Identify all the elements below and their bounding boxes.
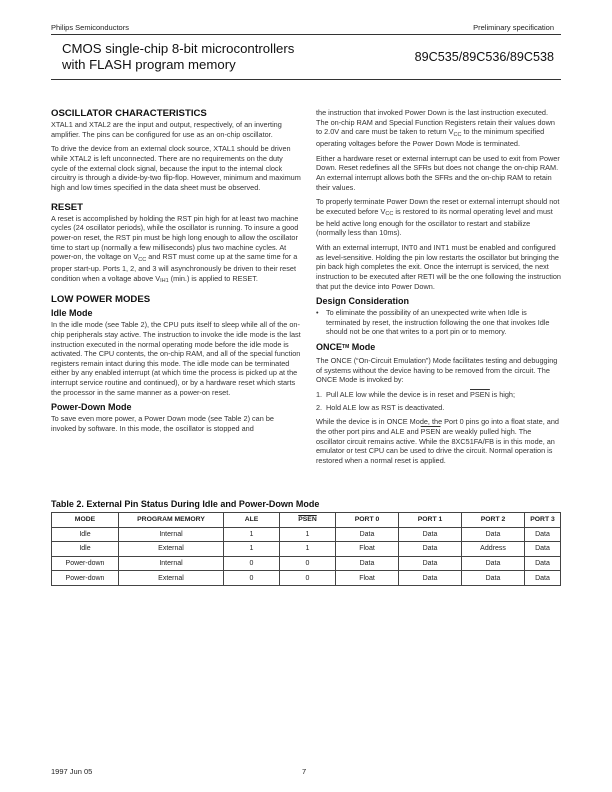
table-cell: Data [399,571,462,586]
col-header-port3: PORT 3 [525,513,561,528]
oscillator-paragraph-2: To drive the device from an external clock source, XTAL1 should be driven while XTAL2 is left unconnected. There are no requirements on the duty cycle of the external clock signal, because the input to the internal clock circuitry is through a divide-by-two flip-flop. However, minimum and maximum high and low times specified in the data sheet must be observed. [51,144,301,192]
col-header-ale: ALE [224,513,280,528]
table-row [52,571,561,586]
document-status: Preliminary specification [473,23,554,32]
reset-heading: RESET [51,201,83,213]
part-number: 89C535/89C536/89C538 [414,50,554,64]
design-consideration-heading: Design Consideration [316,296,410,307]
table-cell: Power-down [52,571,119,586]
table-cell: Float [336,571,399,586]
once-mode-heading: ONCE™ Mode [316,342,376,353]
right-column [316,108,561,471]
table-cell: Data [336,556,399,571]
table-cell: Data [399,527,462,542]
external-interrupt-paragraph: With an external interrupt, INT0 and INT1 must be enabled and configured as level-sensitive. Holding the pin low restarts the oscillator but bringing the pin back high completes the exit. Once the interrupt is serviced, the next instruction to be executed after RETI will be the one following the instruction that put the device into Power Down. [316,242,561,291]
idle-mode-paragraph: In the idle mode (see Table 2), the CPU puts itself to sleep while all of the on-chip peripherals stay active. The instruction to invoke the idle mode is the last instruction executed in the normal operating mode before the idle mode is activated. The CPU contents, the on-chip RAM, and all of the special function registers remain intact during this mode. The idle mode can be terminated either by any enabled interrupt (at which time the process is picked up at the interrupt service routine and continued), or by a hardware reset which starts the processor in the same manner as a power-on reset. [51,320,301,397]
exit-power-down-paragraph: Either a hardware reset or external interrupt can be used to exit from Power Down. Reset redefines all the SFRs but does not change the on-chip RAM. An external interrupt allows both the SFRs and the on-chip RAM to retain their values. [316,153,560,192]
once-list-item-1: 1. Pull ALE low while the device is in reset and PSEN is high; [316,390,516,400]
table-cell: 0 [224,556,280,571]
terminate-power-down-paragraph: To properly terminate Power Down the reset or external interrupt should not be executed before $V_{CC}$ is restored to its normal operating level and must be held active long enough for the oscillator to restart and stabilize (normally less than 10ms). [316,197,560,238]
col-header-port2: PORT 2 [462,513,525,528]
power-down-paragraph: To save even more power, a Power Down mode (see Table 2) can be invoked by software. In this mode, the oscillator is stopped and [51,414,274,434]
table-cell: Address [462,542,525,557]
table-cell: 1 [224,527,280,542]
col-header-port0: PORT 0 [336,513,399,528]
title-line-2: with FLASH program memory [62,56,236,72]
table-row [52,556,561,571]
table-cell: 1 [280,542,336,557]
table-cell: Idle [52,527,119,542]
oscillator-heading: OSCILLATOR CHARACTERISTICS [51,108,207,119]
header-rule-bottom [51,79,561,80]
table-cell: Data [399,556,462,571]
table-cell: Power-down [52,556,119,571]
idle-mode-heading: Idle Mode [51,308,93,319]
design-bullet-text: To eliminate the possibility of an unexpected write when Idle is terminated by reset, the instruction following the one that invokes Idle should not be one that writes to a port pin or to memory. [326,308,550,337]
table-cell: Data [462,556,525,571]
pin-status-table [51,512,561,586]
table-row [52,542,561,557]
table-cell: Data [525,556,561,571]
table-row [52,527,561,542]
table-cell: Data [399,542,462,557]
table-cell: Data [525,542,561,557]
reset-paragraph: A reset is accomplished by holding the RST pin high for at least two machine cycles (24 oscillator periods), while the oscillator is running. To insure a good power-on reset, the RST pin must be high long enough to allow the oscillator time to start up (normally a few milliseconds) plus two machine cycles. At power-on, the voltage on $V_{CC}$ and RST must come up at the same time for a proper start-up. Ports 1, 2, and 3 will asynchronously be driven to their reset condition when a voltage above $V_{IH1}$ (min.) is applied to RESET. [51,213,299,285]
table-cell: Data [525,527,561,542]
table-cell: Data [462,527,525,542]
table-cell: 0 [280,556,336,571]
col-header-program-memory: PROGRAM MEMORY [119,513,224,528]
left-column [51,108,301,439]
table-header-row [52,513,561,528]
once-list-item-2: 2. Hold ALE low as RST is deactivated. [316,402,445,412]
title-line-1: CMOS single-chip 8-bit microcontrollers [62,41,295,56]
table-cell: 0 [280,571,336,586]
power-down-heading: Power-Down Mode [51,402,132,413]
table-cell: Idle [52,542,119,557]
page-number: 7 [302,767,307,776]
footer-date: 1997 Jun 05 [51,767,93,776]
oscillator-paragraph-1: XTAL1 and XTAL2 are the input and output, respectively, of an inverting amplifier. The pins can be configured for use as an on-chip oscillator. [51,120,282,139]
table-cell: Internal [119,556,224,571]
table-cell: Data [336,527,399,542]
table-cell: Data [462,571,525,586]
table-cell: External [119,542,224,557]
low-power-heading: LOW POWER MODES [51,294,151,306]
company-name: Philips Semiconductors [51,23,129,32]
once-paragraph-2: While the device is in ONCE Mode, the Port 0 pins go into a float state, and the other port pins and ALE and PSEN are weakly pulled high. The oscillator circuit remains active. While the 8XC51FA/FB is in this mode, an emulator or test CPU can be used to drive the circuit. Normal operation is restored when a normal reset is applied. [316,417,559,466]
col-header-psen: PSEN [280,513,336,528]
table-cell: 0 [224,571,280,586]
table-cell: Internal [119,527,224,542]
header-rule-top [51,34,561,35]
table-cell: 1 [280,527,336,542]
design-bullet-item [316,308,561,337]
table-cell: External [119,571,224,586]
table-cell: Data [525,571,561,586]
table-title: Table 2. External Pin Status During Idle and Power-Down Mode [51,499,320,509]
col-header-port1: PORT 1 [399,513,462,528]
table-cell: 1 [224,542,280,557]
power-down-continued-paragraph: the instruction that invoked Power Down is the last instruction executed. The on-chip RAM and Special Function Registers retain their values down to 2.0V and care must be taken to return $V_{CC}$ to the minimum specified operating voltages before the Power Down Mode is terminated. [316,108,555,148]
document-title [62,41,294,72]
table-cell: Float [336,542,399,557]
col-header-mode: MODE [52,513,119,528]
bullet-icon: • [316,308,319,318]
once-paragraph-1: The ONCE (“On-Circuit Emulation”) Mode facilitates testing and debugging of systems without the device having to be removed from the circuit. The ONCE Mode is invoked by: [316,356,558,385]
